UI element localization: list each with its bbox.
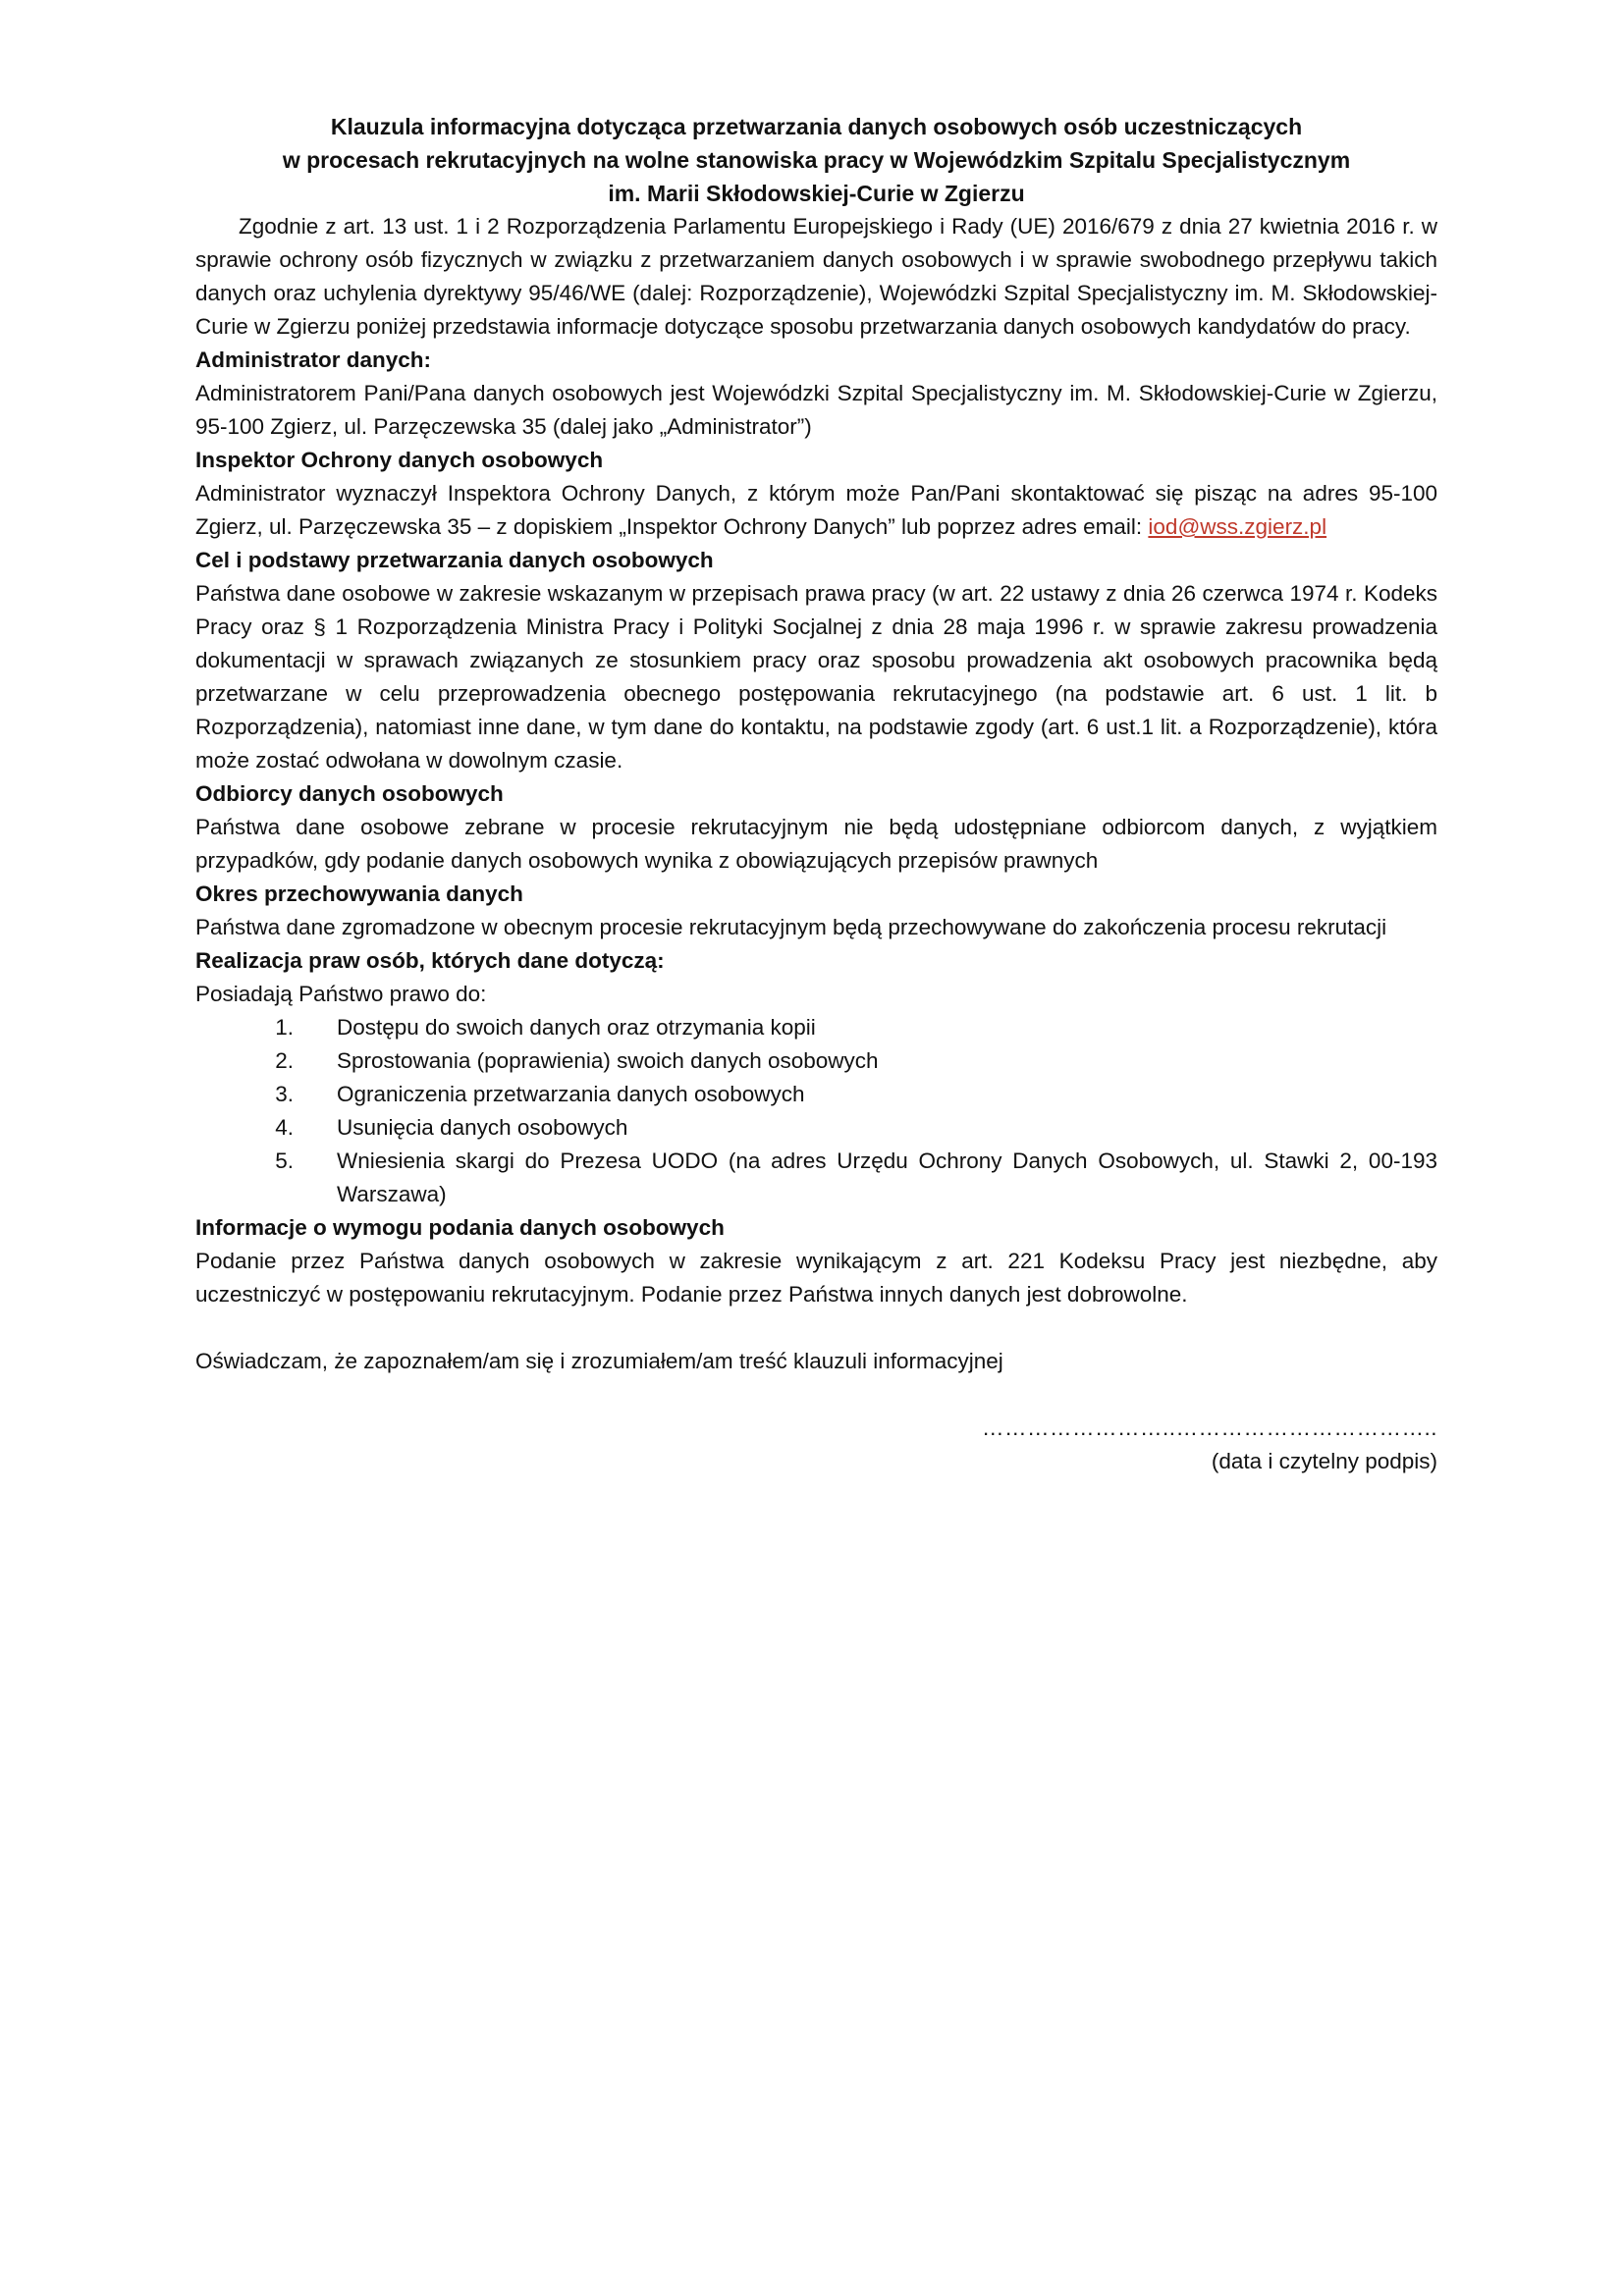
list-item	[195, 1011, 1437, 1044]
intro-paragraph: Zgodnie z art. 13 ust. 1 i 2 Rozporządzenia Parlamentu Europejskiego i Rady (UE) 2016/679 z dnia 27 kwietnia 2016 r. w sprawie ochrony osób fizycznych w związku z przetwarzaniem danych osobowych i w sprawie swobodnego przepływu takich danych oraz uchylenia dyrektywy 95/46/WE (dalej: Rozporządzenie), Wojewódzki Szpital Specjalistyczny im. M. Skłodowskiej-Curie w Zgierzu poniżej przedstawia informacje dotyczące sposobu przetwarzania danych osobowych kandydatów do pracy.	[195, 214, 1437, 339]
signature-line: ……………………..……………………………..	[981, 1415, 1437, 1440]
list-item-text: Sprostowania (poprawienia) swoich danych osobowych	[337, 1048, 879, 1073]
rights-heading: Realizacja praw osób, których dane dotyczą:	[195, 948, 665, 973]
list-item	[195, 1111, 1437, 1145]
requirement-text: Podanie przez Państwa danych osobowych w zakresie wynikającym z art. 221 Kodeksu Pracy jest niezbędne, aby uczestniczyć w postępowaniu rekrutacyjnym. Podanie przez Państwa innych danych jest dobrowolne.	[195, 1249, 1437, 1307]
list-item	[195, 1078, 1437, 1111]
purpose-text: Państwa dane osobowe w zakresie wskazanym w przepisach prawa pracy (w art. 22 ustawy z dnia 26 czerwca 1974 r. Kodeks Pracy oraz § 1 Rozporządzenia Ministra Pracy i Polityki Socjalnej z dnia 28 maja 1996 r. w sprawie zakresu prowadzenia dokumentacji w sprawach związanych ze stosunkiem pracy oraz sposobu prowadzenia akt osobowych pracownika będą przetwarzane w celu przeprowadzenia obecnego postępowania rekrutacyjnego (na podstawie art. 6 ust. 1 lit. b Rozporządzenia), natomiast inne dane, w tym dane do kontaktu, na podstawie zgody (art. 6 ust.1 lit. a Rozporządzenie), która może zostać odwołana w dowolnym czasie.	[195, 581, 1437, 773]
signature-block	[195, 1412, 1437, 1478]
purpose-heading: Cel i podstawy przetwarzania danych osobowych	[195, 548, 714, 572]
list-item-text: Dostępu do swoich danych oraz otrzymania kopii	[337, 1015, 816, 1040]
list-item-number: 4.	[275, 1115, 294, 1140]
recipients-text: Państwa dane osobowe zebrane w procesie rekrutacyjnym nie będą udostępniane odbiorcom danych, z wyjątkiem przypadków, gdy podanie danych osobowych wynika z obowiązujących przepisów prawnych	[195, 815, 1437, 873]
recipients-heading: Odbiorcy danych osobowych	[195, 781, 504, 806]
list-item	[195, 1044, 1437, 1078]
retention-text: Państwa dane zgromadzone w obecnym procesie rekrutacyjnym będą przechowywane do zakończenia procesu rekrutacji	[195, 915, 1387, 939]
title-line-2: w procesach rekrutacyjnych na wolne stanowiska pracy w Wojewódzkim Szpitalu Specjalistycznym	[282, 147, 1351, 173]
inspector-paragraph	[195, 477, 1437, 544]
list-item-text: Wniesienia skargi do Prezesa UODO (na adres Urzędu Ochrony Danych Osobowych, ul. Stawki 2, 00-193 Warszawa)	[337, 1148, 1437, 1206]
list-item	[195, 1145, 1437, 1211]
list-item-number: 1.	[275, 1015, 294, 1040]
retention-heading: Okres przechowywania danych	[195, 881, 523, 906]
inspector-text: Administrator wyznaczył Inspektora Ochrony Danych, z którym może Pan/Pani skontaktować się pisząc na adres 95-100 Zgierz, ul. Parzęczewska 35 – z dopiskiem „Inspektor Ochrony Danych” lub poprzez adres email:	[195, 481, 1437, 539]
title-line-3: im. Marii Skłodowskiej-Curie w Zgierzu	[608, 181, 1025, 206]
list-item-text: Ograniczenia przetwarzania danych osobowych	[337, 1082, 805, 1106]
administrator-text: Administratorem Pani/Pana danych osobowych jest Wojewódzki Szpital Specjalistyczny im. M. Skłodowskiej-Curie w Zgierzu, 95-100 Zgierz, ul. Parzęczewska 35 (dalej jako „Administrator”)	[195, 381, 1437, 439]
document-page	[195, 110, 1437, 1478]
list-item-number: 2.	[275, 1048, 294, 1073]
administrator-heading: Administrator danych:	[195, 347, 432, 372]
rights-list	[195, 1011, 1437, 1211]
inspector-email-link[interactable]: iod@wss.zgierz.pl	[1148, 514, 1327, 539]
list-item-text: Usunięcia danych osobowych	[337, 1115, 628, 1140]
spacer	[195, 1311, 1437, 1345]
signature-caption: (data i czytelny podpis)	[1211, 1449, 1437, 1473]
rights-intro: Posiadają Państwo prawo do:	[195, 982, 487, 1006]
declaration-text: Oświadczam, że zapoznałem/am się i zrozumiałem/am treść klauzuli informacyjnej	[195, 1349, 1003, 1373]
list-item-number: 3.	[275, 1082, 294, 1106]
title-line-1: Klauzula informacyjna dotycząca przetwarzania danych osobowych osób uczestniczących	[330, 114, 1303, 139]
requirement-heading: Informacje o wymogu podania danych osobowych	[195, 1215, 725, 1240]
document-title	[195, 110, 1437, 210]
list-item-number: 5.	[275, 1148, 294, 1173]
inspector-heading: Inspektor Ochrony danych osobowych	[195, 448, 604, 472]
